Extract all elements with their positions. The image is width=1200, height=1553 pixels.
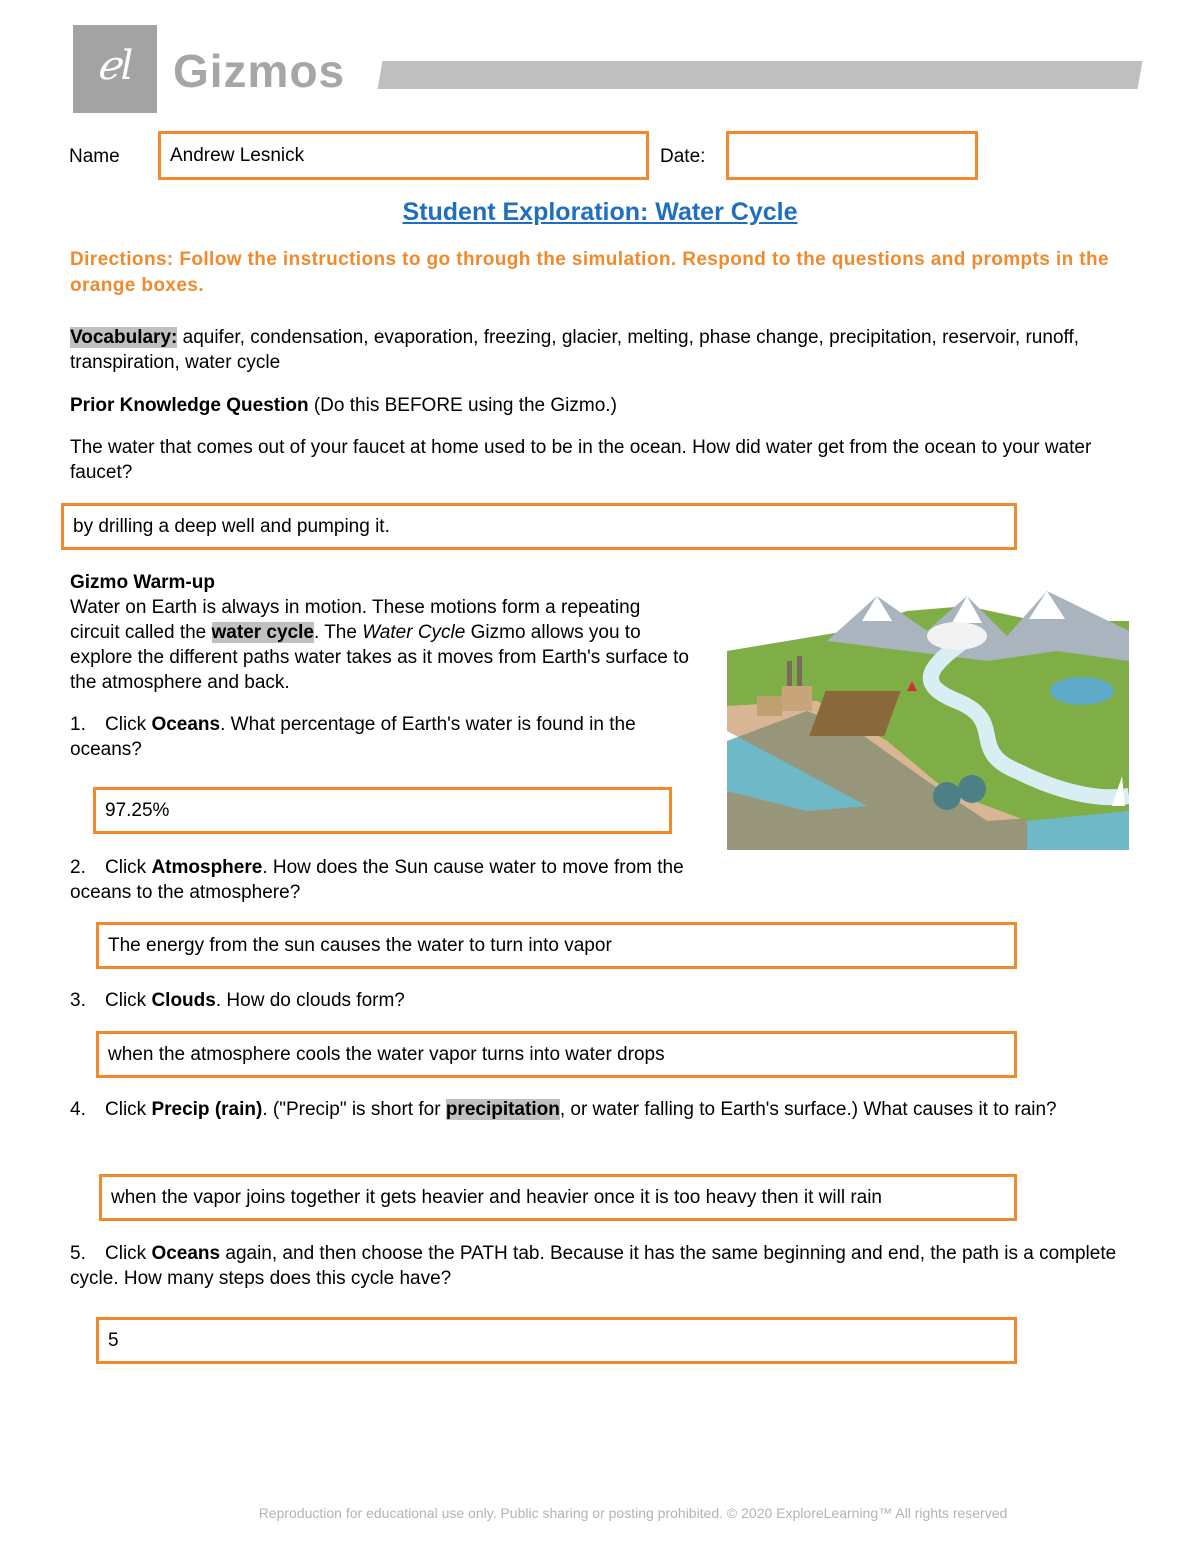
question-text: Click	[105, 857, 152, 878]
warmup-section	[70, 570, 690, 695]
question-text: . What percentage of Earth's water is found in the oceans?	[70, 714, 636, 760]
prior-answer: by drilling a deep well and pumping it.	[73, 515, 390, 537]
question-number: 3.	[70, 990, 86, 1011]
answer-1: 97.25%	[105, 799, 170, 821]
question-text: Click	[105, 990, 152, 1011]
warmup-intro-3: Gizmo allows you to explore the different paths water takes as it moves from Earth's surface to the atmosphere and back.	[70, 622, 689, 693]
question-bold: Oceans	[151, 1243, 221, 1264]
warmup-heading: Gizmo Warm-up	[70, 572, 215, 593]
warmup-gizmo-name: Water Cycle	[362, 622, 466, 643]
header-bar	[378, 61, 1143, 89]
vocabulary-terms: aquifer, condensation, evaporation, freezing, glacier, melting, phase change, precipitation, reservoir, runoff, transpiration, water cycle	[70, 327, 1080, 373]
question-number: 1.	[70, 714, 86, 735]
name-field[interactable]: Andrew Lesnick	[158, 131, 649, 180]
question-text: . ("Precip" is short for	[262, 1099, 446, 1120]
question-5	[70, 1241, 1130, 1291]
prior-heading: Prior Knowledge Question	[70, 395, 309, 416]
answer-box-5[interactable]	[96, 1317, 1017, 1364]
answer-4: when the vapor joins together it gets heavier and heavier once it is too heavy then it will rain	[111, 1186, 883, 1208]
question-number: 2.	[70, 857, 86, 878]
question-text: Click	[105, 1243, 152, 1264]
question-bold: Clouds	[151, 990, 216, 1011]
logo	[73, 25, 157, 113]
date-field[interactable]	[726, 131, 978, 180]
question-bold: Oceans	[151, 714, 221, 735]
answer-5: 5	[108, 1329, 119, 1351]
answer-box-2[interactable]	[96, 922, 1017, 969]
question-text: again, and then choose the PATH tab. Because it has the same beginning and end, the path is a complete cycle. How many steps does this cycle have?	[70, 1243, 1117, 1289]
footer-notice: Reproduction for educational use only. Public sharing or posting prohibited. © 2020 ExploreLearning™ All rights reserved	[258, 1505, 1008, 1521]
question-3	[70, 988, 1130, 1013]
prior-note: (Do this BEFORE using the Gizmo.)	[308, 395, 617, 416]
question-text: Click	[105, 714, 152, 735]
question-text: . How do clouds form?	[215, 990, 405, 1011]
question-number: 4.	[70, 1099, 86, 1120]
question-bold: Atmosphere	[151, 857, 263, 878]
brand-name: Gizmos	[173, 45, 346, 97]
question-number: 5.	[70, 1243, 86, 1264]
answer-box-1[interactable]	[93, 787, 672, 834]
question-text: , or water falling to Earth's surface.) What causes it to rain?	[559, 1099, 1057, 1120]
directions: Directions: Follow the instructions to go through the simulation. Respond to the questions and prompts in the orange boxes.	[70, 249, 1109, 296]
question-text: . How does the Sun cause water to move from the oceans to the atmosphere?	[70, 857, 684, 903]
question-4	[70, 1097, 1130, 1122]
warmup-intro-2: . The	[313, 622, 363, 643]
question-term: precipitation	[445, 1099, 560, 1120]
answer-box-4[interactable]	[99, 1174, 1017, 1221]
prior-answer-box[interactable]	[61, 503, 1017, 550]
vocabulary	[70, 325, 1130, 375]
answer-3: when the atmosphere cools the water vapor turns into water drops	[108, 1043, 665, 1065]
answer-box-3[interactable]	[96, 1031, 1017, 1078]
logo-mark: ℯl	[96, 43, 134, 89]
answer-2: The energy from the sun causes the water to turn into vapor	[108, 934, 612, 956]
prior-knowledge-heading	[70, 393, 1130, 418]
warmup-intro-1: Water on Earth is always in motion. These motions form a repeating circuit called the	[70, 597, 641, 643]
question-bold: Precip (rain)	[151, 1099, 263, 1120]
question-1	[70, 712, 690, 762]
water-cycle-illustration	[727, 591, 1129, 850]
question-text: Click	[105, 1099, 152, 1120]
name-label: Name	[69, 146, 120, 167]
date-label: Date:	[660, 146, 706, 167]
question-2	[70, 855, 690, 905]
vocabulary-label: Vocabulary:	[70, 327, 178, 348]
prior-question: The water that comes out of your faucet at home used to be in the ocean. How did water get from the ocean to your water faucet?	[70, 437, 1092, 483]
warmup-term: water cycle	[211, 622, 314, 643]
page-title: Student Exploration: Water Cycle	[402, 198, 798, 226]
